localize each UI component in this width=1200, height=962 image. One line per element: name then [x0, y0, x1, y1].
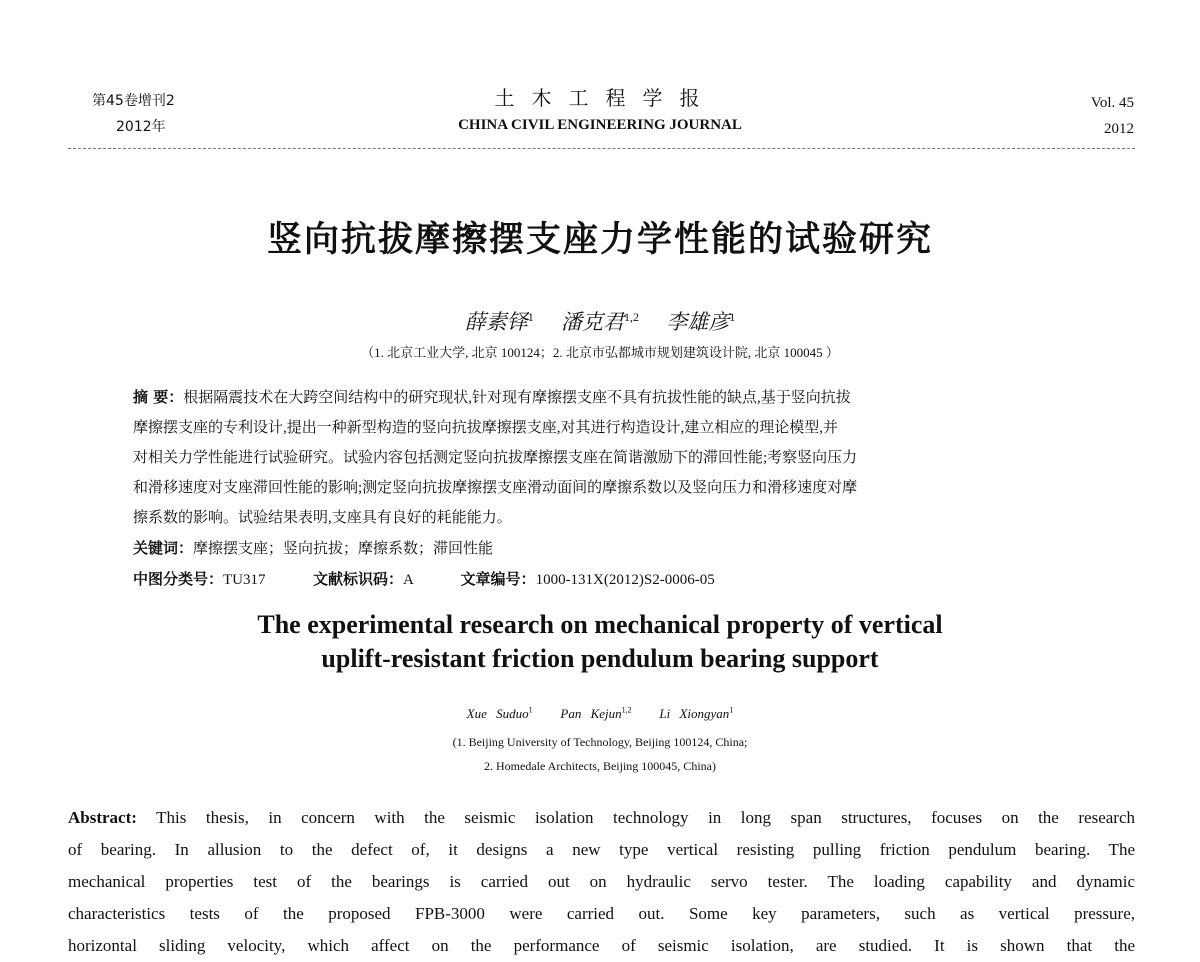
- author-en: Xue Suduo$^1$: [466, 706, 533, 722]
- author-en: Li Xiongyan$^1$: [659, 706, 734, 722]
- paper-title-en: The experimental research on mechanical property of vertical uplift-resistant friction pendulum bearing support: [257, 610, 943, 673]
- header-year-cn: 2012年: [116, 119, 166, 135]
- header-right: [1091, 90, 1134, 142]
- paper-title-cn: 竖向抗拔摩擦摆支座力学性能的试验研究: [266, 220, 933, 260]
- author-cn: 薛素铎$^1$: [464, 310, 534, 334]
- author-cn: 潘克君$^{1,2}$: [561, 310, 639, 334]
- header-divider: [68, 148, 1135, 149]
- journal-name-en: CHINA CIVIL ENGINEERING JOURNAL: [458, 117, 742, 133]
- header-volume-en: Vol. 45: [1090, 95, 1134, 111]
- journal-name-cn: 土 木 工 程 学 报: [494, 88, 706, 110]
- abstract-cn-label: 摘 要：: [133, 388, 184, 406]
- authors-cn: [0, 306, 1200, 336]
- keywords-cn: 关键词：摩擦摆支座；竖向抗拔；摩擦系数；滞回性能: [133, 539, 494, 557]
- authors-en: [0, 706, 1200, 722]
- abstract-en-label: Abstract:: [68, 808, 137, 827]
- header-year-en: 2012: [1104, 121, 1134, 137]
- header-center: [0, 86, 1200, 138]
- author-cn: 李雄彦$^1$: [666, 310, 736, 334]
- affiliation-en: (1. Beijing University of Technology, Beijing 100124, China; 2. Homedale Architects, Beijing 100045, China): [452, 735, 748, 773]
- author-en: Pan Kejun$^{1,2}$: [560, 706, 632, 722]
- affiliation-cn: （1. 北京工业大学, 北京 100124；2. 北京市弘都城市规划建筑设计院, 北京 100045 ）: [361, 345, 839, 360]
- classification-info: 中图分类号：TU317 文献标识码：A 文章编号：1000-131X(2012)S2-0006-05: [133, 570, 715, 588]
- abstract-en: Abstract: This thesis, in concern with the seismic isolation technology in long span structures, focuses on the research of bearing. In allusion to the defect of, it designs a new type vertical resisting pulling friction pendulum bearing. The mechanical properties test of the bearings is carried out on hydraulic servo tester. The loading capability and dynamic characteristics tests of the proposed FPB-3000 were carried out. Some key parameters, such as vertical pressure, horizontal sliding velocity, which affect on the performance of seismic isolation, are studied. It is shown that the: [68, 808, 1135, 955]
- abstract-cn: 摘 要：根据隔震技术在大跨空间结构中的研究现状,针对现有摩擦摆支座不具有抗拔性能的缺点,基于竖向抗拔 摩擦摆支座的专利设计,提出一种新型构造的竖向抗拔摩擦摆支座,对其进行构造设计,建立相应的理论模型,并 对相关力学性能进行试验研究。试验内容包括测定竖向抗拔摩擦摆支座在简谐激励下的滞回性能;考察竖向压力 和滑移速度对支座滞回性能的影响;测定竖向抗拔摩擦摆支座滑动面间的摩擦系数以及竖向压力和滑移速度对摩 擦系数的影响。试验结果表明,支座具有良好的耗能能力。 关键词：摩擦摆支座；竖向抗拔；摩擦系数；滞回性能 中图分类号：TU317 文献标识码：A 文章编号：1000-131X(2012)S2-0006-05: [133, 382, 1058, 595]
- header-volume-cn: 第45卷增刊2: [92, 93, 175, 109]
